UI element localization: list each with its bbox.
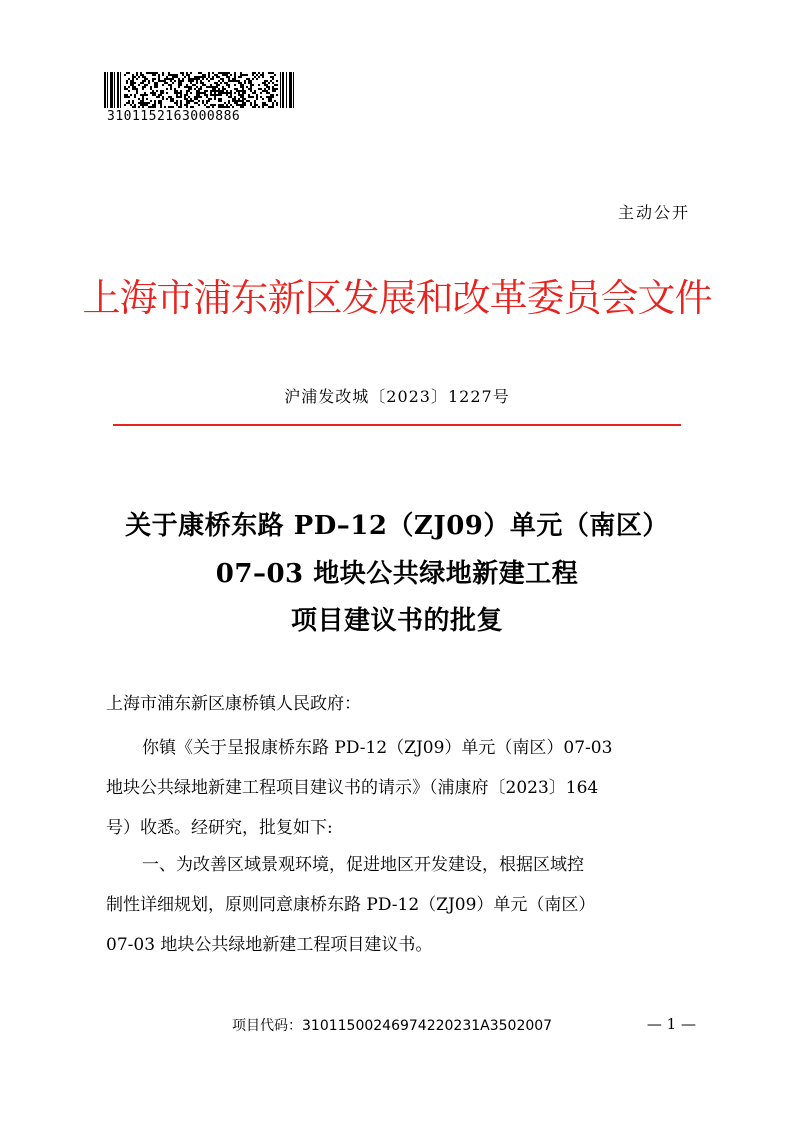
project-code: 项目代码：31011500246974220231A3502007 xyxy=(232,1018,553,1034)
document-number: 沪浦发改城〔2023〕1227号 xyxy=(284,387,510,406)
paragraph-1-line-3: 号）收悉。经研究，批复如下: xyxy=(106,818,333,838)
document-title-line-1: 关于康桥东路 PD–12（ZJ09）单元（南区） xyxy=(125,511,669,541)
red-divider xyxy=(113,424,681,426)
issuer-heading: 上海市浦东新区发展和改革委员会文件 xyxy=(82,276,712,320)
document-title-line-3: 项目建议书的批复 xyxy=(290,606,503,636)
barcode-number: 3101152163000886 xyxy=(107,109,241,124)
addressee: 上海市浦东新区康桥镇人民政府： xyxy=(106,694,361,714)
paragraph-2 xyxy=(106,845,696,965)
barcode-image xyxy=(104,72,296,108)
paragraph-1-line-1: 你镇《关于呈报康桥东路 PD-12（ZJ09）单元（南区）07-03 xyxy=(142,738,613,758)
paragraph-2-line-3: 07-03 地块公共绿地新建工程项目建议书。 xyxy=(106,935,433,955)
disclosure-label: 主动公开 xyxy=(617,203,690,222)
paragraph-1 xyxy=(106,728,696,848)
paragraph-1-line-2: 地块公共绿地新建工程项目建议书的请示》（浦康府〔2023〕164 xyxy=(106,778,599,798)
page-number: — 1 — xyxy=(646,1015,696,1033)
paragraph-2-line-1: 一、为改善区域景观环境，促进地区开发建设，根据区域控 xyxy=(142,855,584,875)
document-title-line-2: 07–03 地块公共绿地新建工程 xyxy=(215,559,579,589)
paragraph-2-line-2: 制性详细规划，原则同意康桥东路 PD-12（ZJ09）单元（南区） xyxy=(106,895,596,915)
